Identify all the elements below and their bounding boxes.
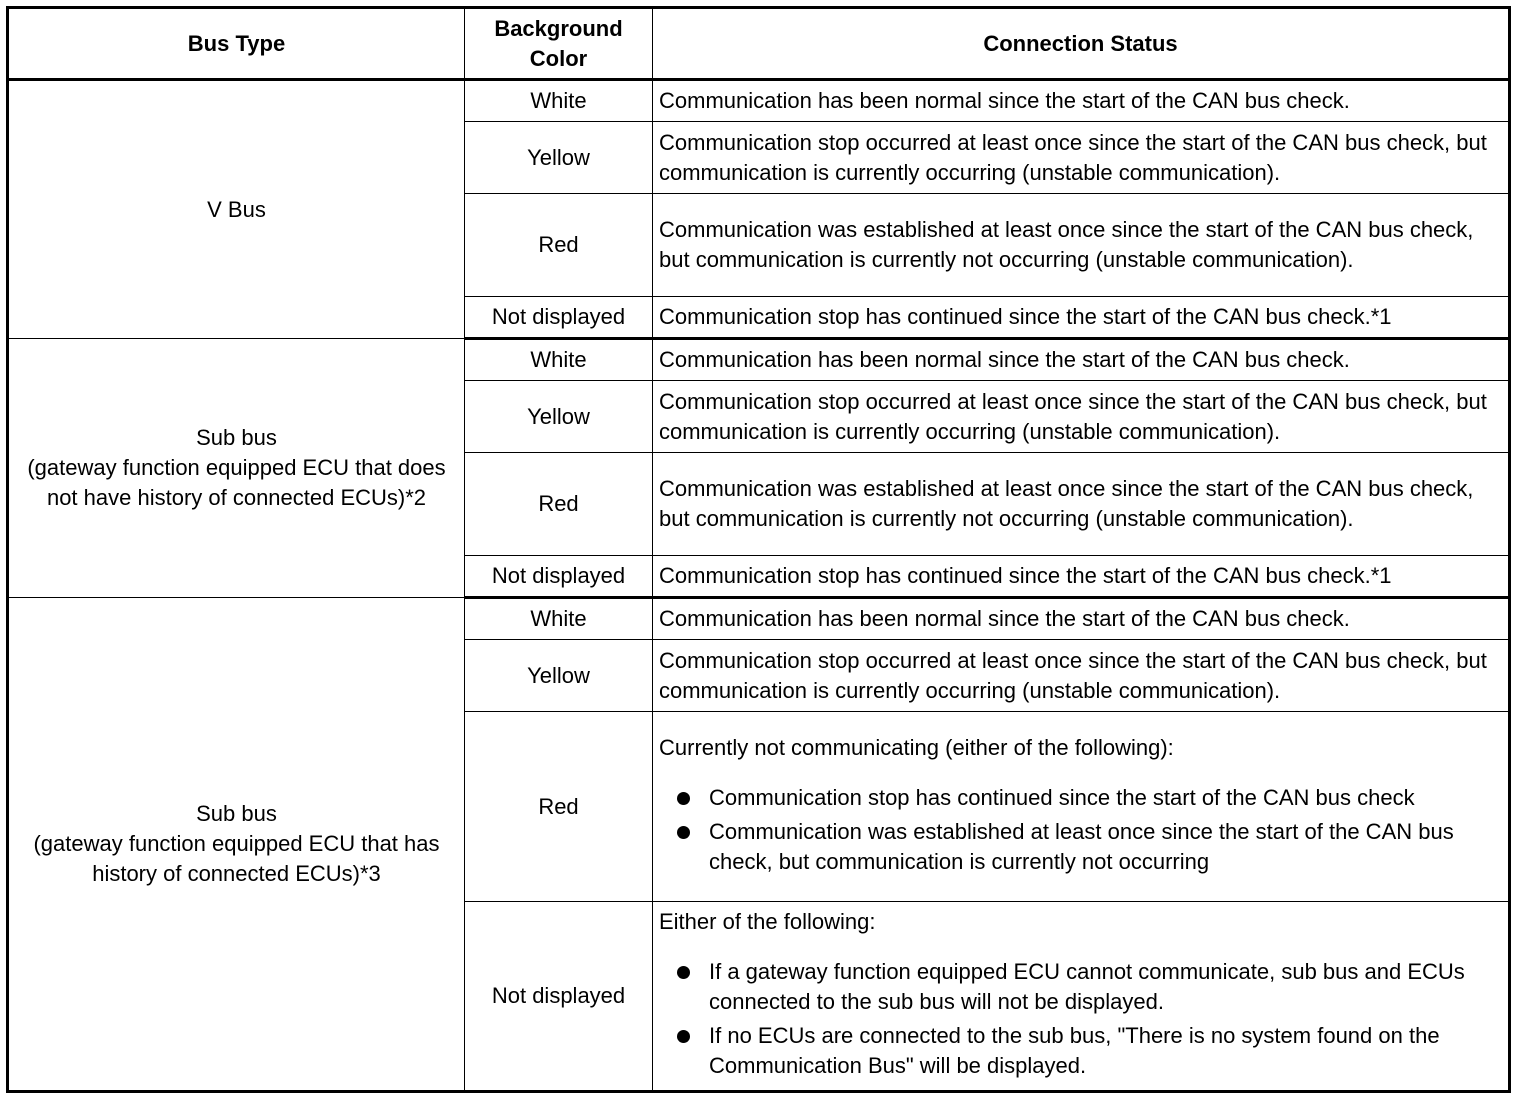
background-color-cell: White — [465, 80, 653, 122]
bullet-icon — [677, 1030, 690, 1043]
background-color-cell: Red — [465, 712, 653, 902]
bullet-icon — [677, 966, 690, 979]
connection-status-cell — [653, 712, 1510, 902]
bus-type-description: (gateway function equipped ECU that does not have history of connected ECUs)*2 — [27, 455, 446, 510]
status-intro: Currently not communicating (either of the following): — [659, 734, 1174, 760]
connection-status-cell: Communication stop occurred at least once since the start of the CAN bus check, but communication is currently occurring (unstable communication). — [653, 122, 1510, 194]
bus-type-cell — [8, 339, 465, 598]
background-color-cell: Not displayed — [465, 902, 653, 1092]
table-row — [8, 339, 1510, 381]
connection-status-cell: Communication stop has continued since the start of the CAN bus check.*1 — [653, 297, 1510, 339]
background-color-cell: Red — [465, 194, 653, 297]
list-item-text: Communication was established at least once since the start of the CAN bus check, but communication is currently not occurring — [709, 818, 1454, 874]
list-item-text: Communication stop has continued since the start of the CAN bus check — [709, 784, 1415, 810]
can-bus-status-table — [6, 6, 1511, 1093]
bullet-icon — [677, 826, 690, 839]
bus-type-label: V Bus — [207, 196, 266, 222]
connection-status-cell: Communication stop has continued since the start of the CAN bus check.*1 — [653, 556, 1510, 598]
connection-status-cell: Communication stop occurred at least once since the start of the CAN bus check, but communication is currently occurring (unstable communication). — [653, 381, 1510, 453]
header-bus-type: Bus Type — [8, 8, 465, 80]
bullet-list — [659, 957, 1502, 1081]
background-color-cell: White — [465, 339, 653, 381]
background-color-cell: Not displayed — [465, 297, 653, 339]
bus-type-label: Sub bus — [196, 801, 277, 826]
list-item-text: If no ECUs are connected to the sub bus, "There is no system found on the Communication Bus" will be displayed. — [709, 1023, 1440, 1078]
connection-status-cell: Communication has been normal since the start of the CAN bus check. — [653, 80, 1510, 122]
connection-status-cell: Communication has been normal since the start of the CAN bus check. — [653, 339, 1510, 381]
list-item — [659, 957, 1502, 1017]
list-item — [659, 783, 1502, 813]
connection-status-cell — [653, 902, 1510, 1092]
background-color-cell: Yellow — [465, 122, 653, 194]
header-row — [8, 8, 1510, 80]
background-color-cell: Red — [465, 453, 653, 556]
list-item — [659, 817, 1502, 877]
table-row — [8, 80, 1510, 122]
connection-status-cell: Communication was established at least once since the start of the CAN bus check, but communication is currently not occurring (unstable communication). — [653, 194, 1510, 297]
bus-type-description: (gateway function equipped ECU that has history of connected ECUs)*3 — [33, 831, 440, 886]
connection-status-cell: Communication was established at least once since the start of the CAN bus check, but communication is currently not occurring (unstable communication). — [653, 453, 1510, 556]
background-color-cell: Yellow — [465, 640, 653, 712]
status-intro: Either of the following: — [659, 909, 876, 934]
background-color-cell: White — [465, 598, 653, 640]
bus-type-label: Sub bus — [196, 425, 277, 450]
bus-type-cell — [8, 598, 465, 1092]
background-color-cell: Yellow — [465, 381, 653, 453]
header-background-color: Background Color — [465, 8, 653, 80]
table-row — [8, 598, 1510, 640]
connection-status-cell: Communication has been normal since the start of the CAN bus check. — [653, 598, 1510, 640]
bus-type-cell — [8, 80, 465, 339]
bullet-list — [659, 783, 1502, 877]
bullet-icon — [677, 792, 690, 805]
background-color-cell: Not displayed — [465, 556, 653, 598]
connection-status-cell: Communication stop occurred at least once since the start of the CAN bus check, but communication is currently occurring (unstable communication). — [653, 640, 1510, 712]
header-connection-status: Connection Status — [653, 8, 1510, 80]
list-item-text: If a gateway function equipped ECU cannot communicate, sub bus and ECUs connected to the sub bus will not be displayed. — [709, 959, 1465, 1014]
list-item — [659, 1021, 1502, 1081]
